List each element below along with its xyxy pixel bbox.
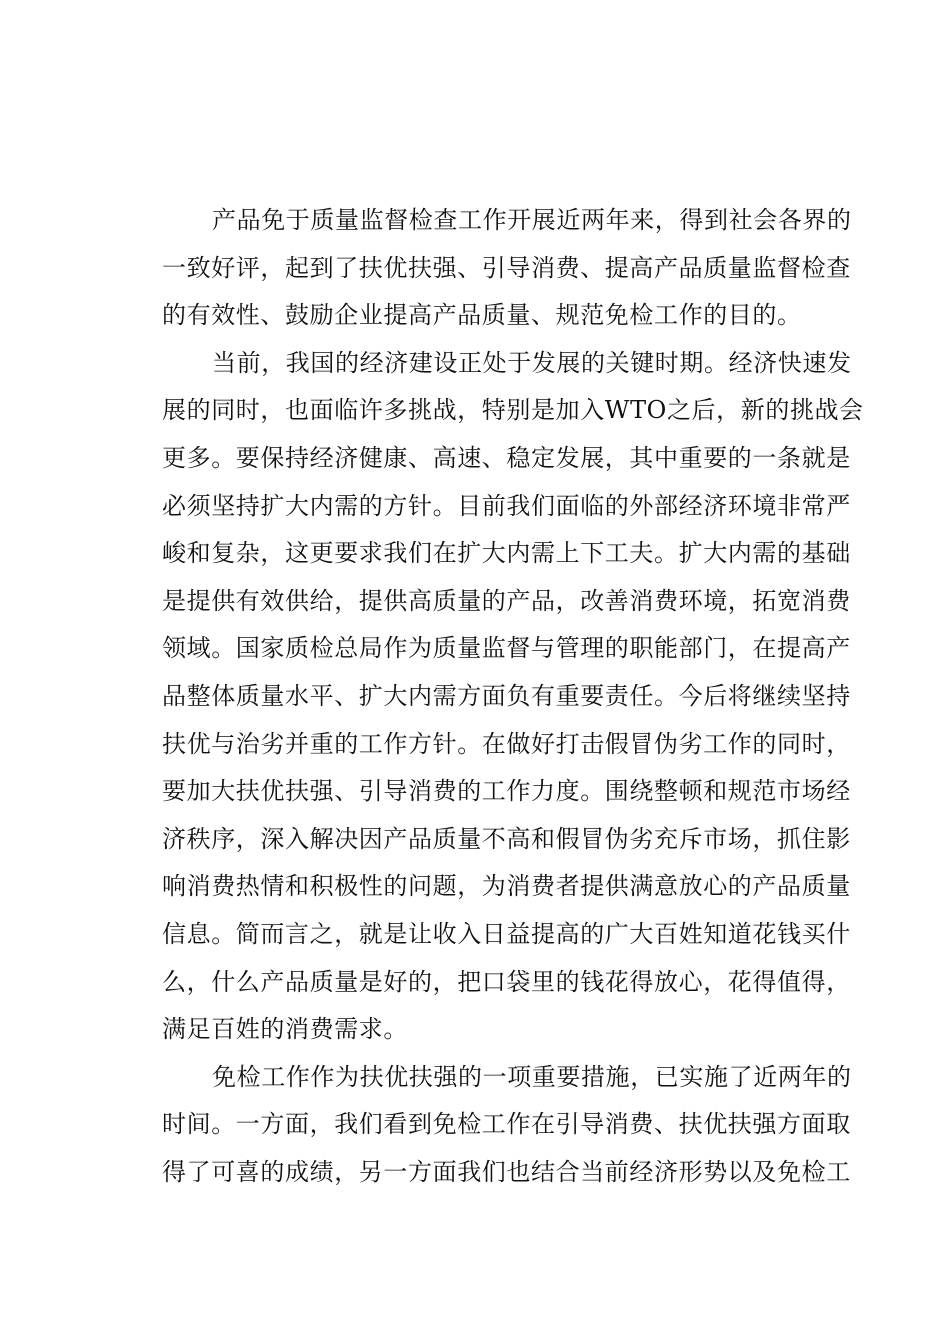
text-line: 响消费热情和积极性的问题，为消费者提供满意放心的产品质量 [162,872,851,901]
text-line: 必须坚持扩大内需的方针。目前我们面临的外部经济环境非常严 [162,491,851,520]
text-line: 展的同时，也面临许多挑战，特别是加入WTO之后，新的挑战会 [162,396,864,425]
text-line: 领域。国家质检总局作为质量监督与管理的职能部门，在提高产 [162,634,851,663]
text-line: 扶优与治劣并重的工作方针。在做好打击假冒伪劣工作的同时， [162,729,851,758]
text-line: 的有效性、鼓励企业提高产品质量、规范免检工作的目的。 [162,301,802,330]
text-line: 当前，我国的经济建设正处于发展的关键时期。经济快速发 [212,348,852,377]
paragraph-3 [114,1054,852,1197]
text-line: 信息。简而言之，就是让收入日益提高的广大百姓知道花钱买什 [162,919,851,948]
text-line: 峻和复杂，这更要求我们在扩大内需上下工夫。扩大内需的基础 [162,539,851,568]
text-line: 更多。要保持经济健康、高速、稳定发展，其中重要的一条就是 [162,443,851,472]
document-body [114,197,864,1196]
text-line: 济秩序，深入解决因产品质量不高和假冒伪劣充斥市场，抓住影 [162,824,851,853]
text-line: 要加大扶优扶强、引导消费的工作力度。围绕整顿和规范市场经 [162,777,851,806]
text-line: 一致好评，起到了扶优扶强、引导消费、提高产品质量监督检查 [162,253,851,282]
text-line: 是提供有效供给，提供高质量的产品，改善消费环境，拓宽消费 [162,586,851,615]
text-line: 得了可喜的成绩，另一方面我们也结合当前经济形势以及免检工 [162,1157,851,1186]
text-line: 品整体质量水平、扩大内需方面负有重要责任。今后将继续坚持 [162,681,851,710]
text-line: 产品免于质量监督检查工作开展近两年来，得到社会各界的 [212,206,852,234]
text-line: 么，什么产品质量是好的，把口袋里的钱花得放心，花得值得， [162,967,851,996]
paragraph-1 [114,197,852,340]
paragraph-2 [114,340,864,1054]
text-line: 时间。一方面，我们看到免检工作在引导消费、扶优扶强方面取 [162,1110,851,1139]
text-line: 免检工作作为扶优扶强的一项重要措施，已实施了近两年的 [212,1062,852,1091]
text-line: 满足百姓的消费需求。 [162,1015,408,1044]
